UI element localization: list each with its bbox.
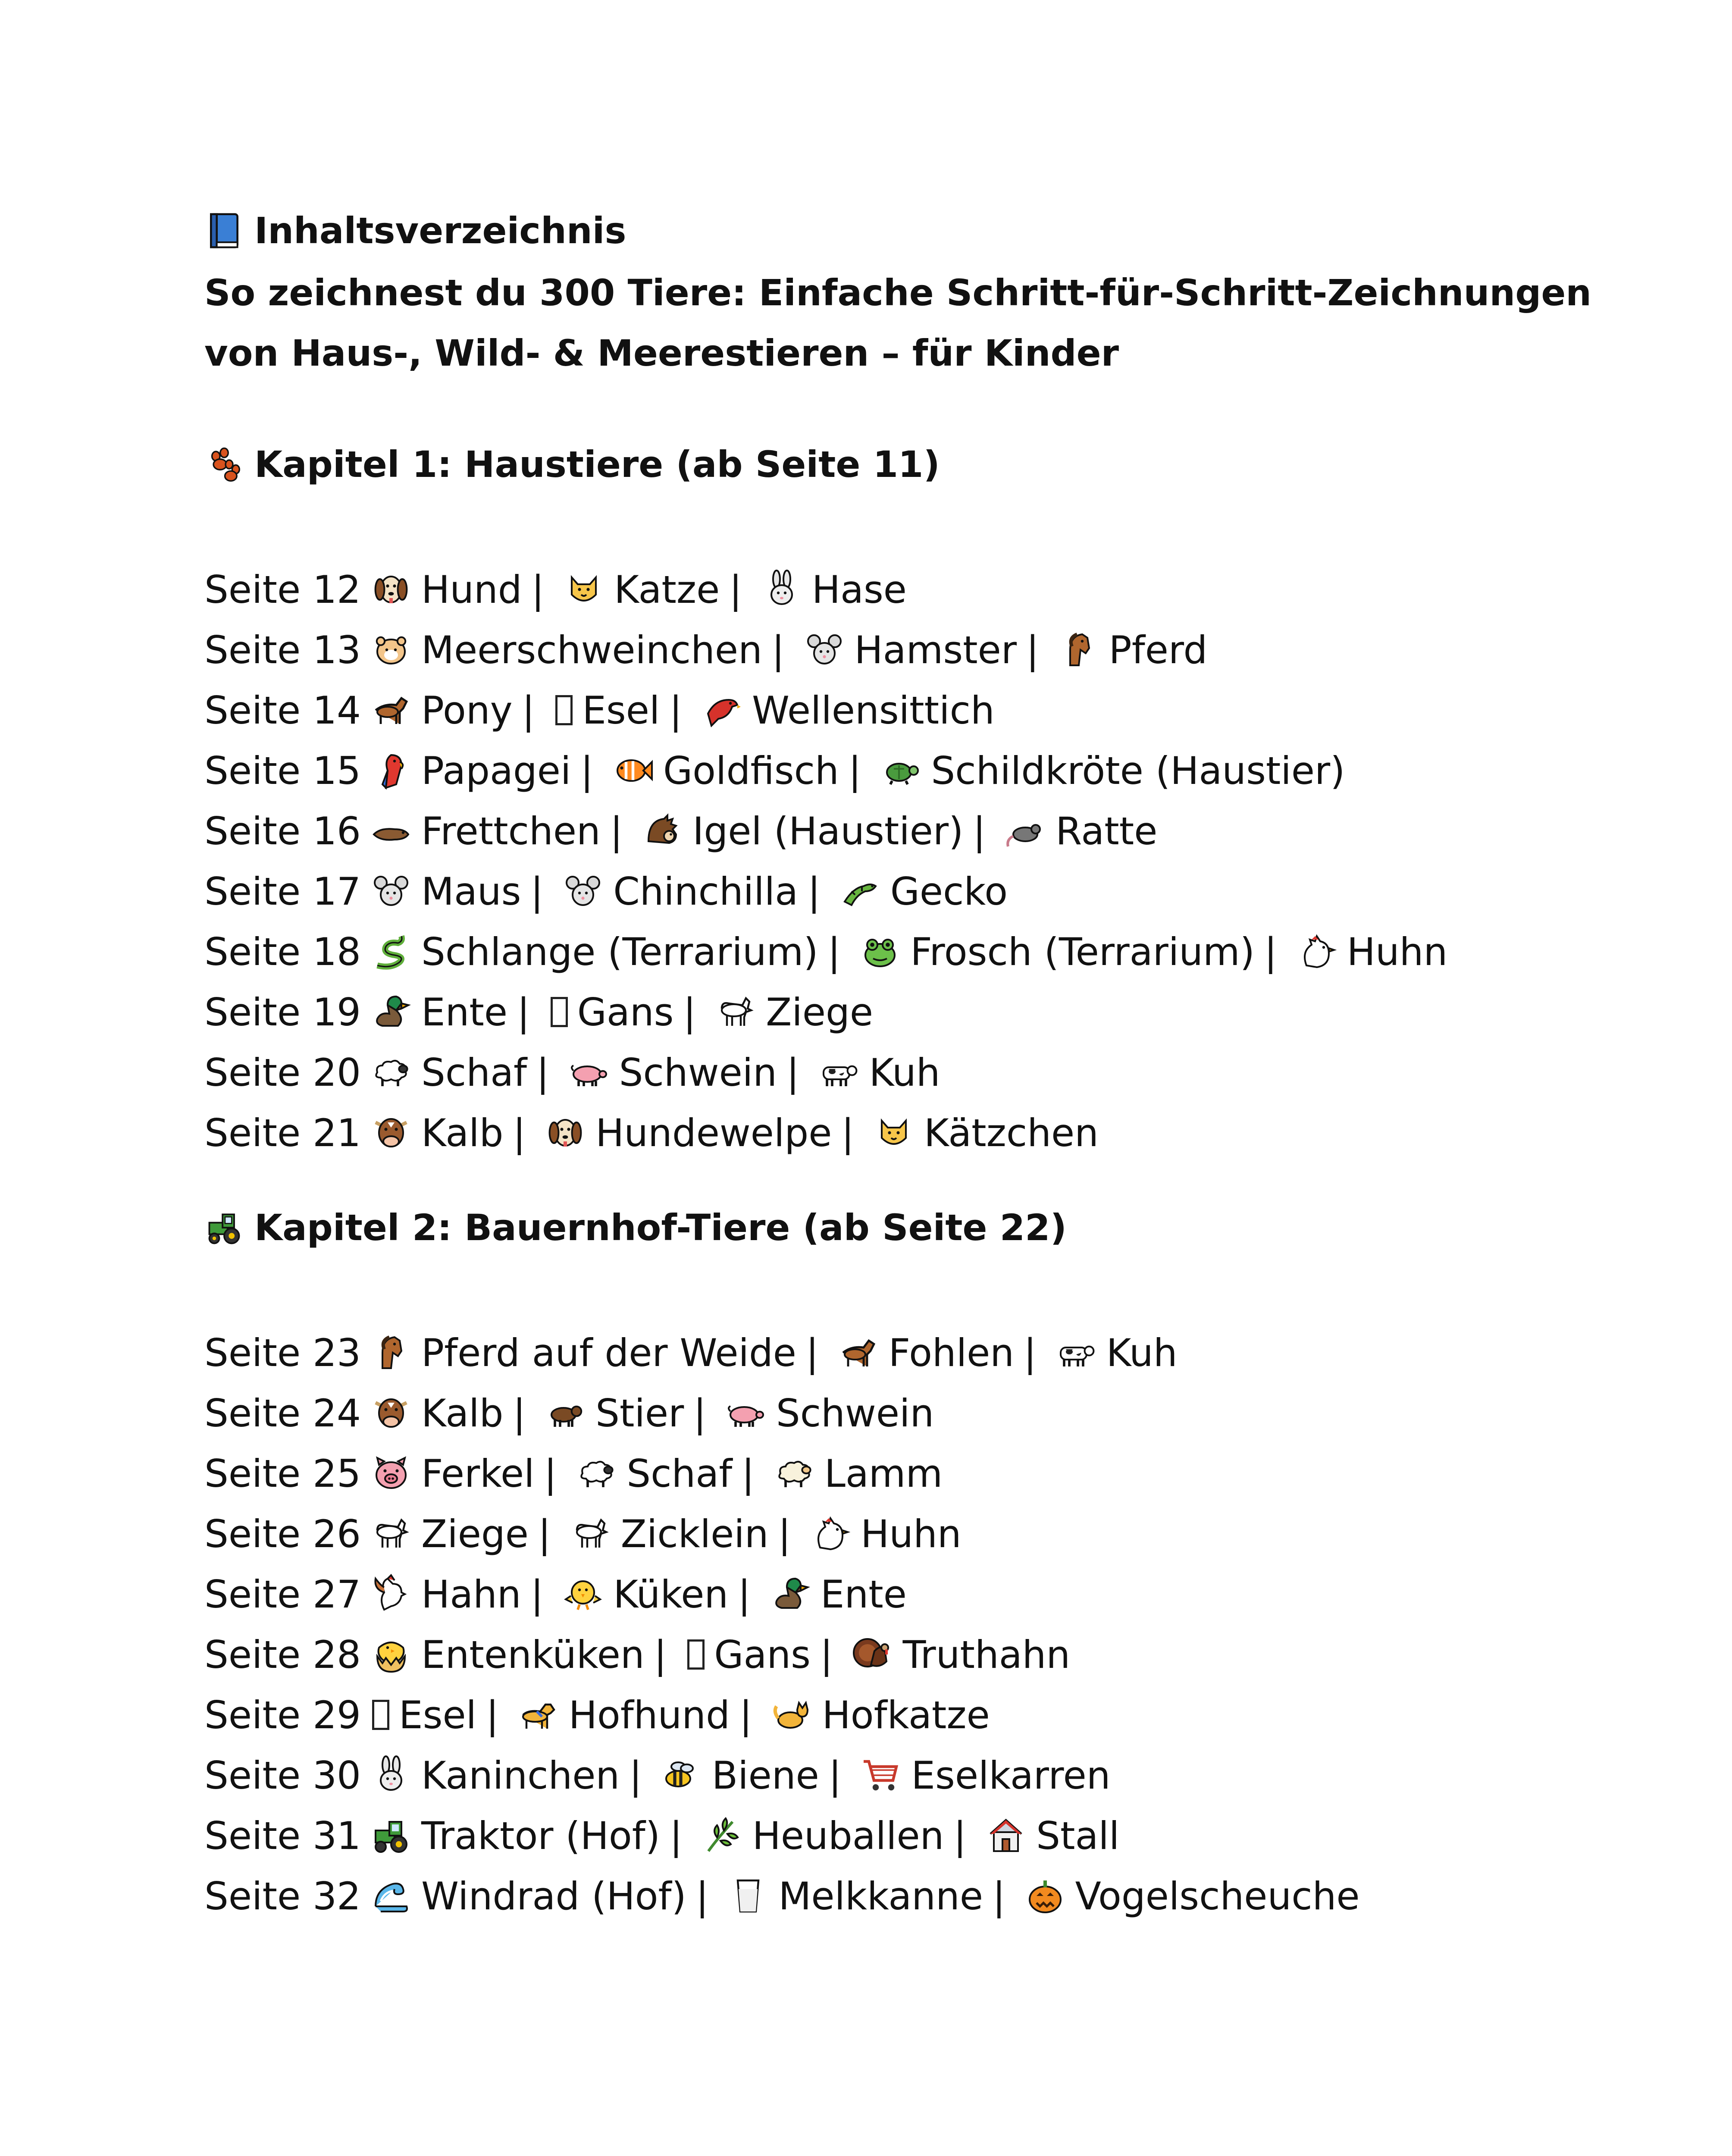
book-icon: [204, 211, 244, 251]
animal-label: Pferd: [1109, 627, 1208, 672]
animal-label: Huhn: [861, 1511, 962, 1556]
toc-entry-item: [561, 1512, 769, 1556]
separator: |: [953, 1813, 967, 1858]
animal-label: Truthahn: [902, 1632, 1071, 1677]
missing-glyph-icon: [551, 997, 568, 1027]
pony-icon: [838, 1332, 879, 1373]
animal-label: Schwein: [619, 1050, 777, 1095]
separator: |: [827, 929, 841, 974]
separator: |: [683, 990, 696, 1034]
animal-label: Vogelscheuche: [1075, 1874, 1360, 1918]
toc-entry-item: [830, 869, 1008, 914]
animal-label: Huhn: [1347, 929, 1448, 974]
toc-entry-row: [204, 863, 1008, 919]
page-number: Seite 30: [204, 1753, 361, 1798]
toc-entry-item: [361, 688, 513, 733]
separator: |: [808, 869, 821, 914]
lizard-icon: [839, 871, 881, 912]
fish-icon: [612, 750, 654, 791]
cow-face-icon: [370, 1392, 412, 1434]
animal-label: Esel: [399, 1692, 477, 1737]
page-number: Seite 20: [204, 1050, 361, 1095]
toc-entry-item: [361, 628, 762, 672]
separator: |: [771, 627, 785, 672]
bee-icon: [661, 1755, 702, 1796]
pony-icon: [370, 689, 412, 731]
toc-entry-row: [204, 1445, 943, 1501]
mouse-icon: [562, 871, 604, 912]
toc-entry-item: [809, 1050, 940, 1095]
toc-entry-item: [553, 869, 798, 914]
page-number: Seite 19: [204, 990, 361, 1034]
animal-label: Lamm: [824, 1451, 943, 1496]
toc-entry-item: [361, 567, 522, 612]
toc-entry-row: [204, 924, 1447, 980]
toc-entry-item: [762, 1693, 990, 1737]
toc-entry-item: [752, 567, 907, 612]
page-number: Seite 26: [204, 1511, 361, 1556]
toc-entry-row: [204, 1506, 962, 1562]
animal-label: Goldfisch: [663, 748, 839, 793]
house-icon: [985, 1815, 1027, 1856]
separator: |: [544, 1451, 557, 1496]
separator: |: [486, 1692, 499, 1737]
toc-entry-item: [603, 749, 839, 793]
animal-label: Eselkarren: [911, 1753, 1111, 1798]
glass-milk-icon: [727, 1875, 769, 1917]
toc-entry-item: [764, 1451, 943, 1496]
separator: |: [848, 748, 861, 793]
animal-label: Kuh: [869, 1050, 940, 1095]
toc-entry-row: [204, 1044, 940, 1100]
page-number: Seite 13: [204, 627, 361, 672]
toc-entry-item: [553, 1572, 728, 1617]
separator: |: [670, 1813, 683, 1858]
toc-entry-item: [828, 1331, 1014, 1375]
pig-icon: [568, 1052, 610, 1093]
animal-label: Zicklein: [620, 1511, 769, 1556]
chapter-2-title: Kapitel 2: Bauernhof-Tiere (ab Seite 22): [254, 1206, 1067, 1249]
separator: |: [1024, 1330, 1037, 1375]
toc-entry-item: [676, 1633, 811, 1677]
animal-label: Gans: [577, 990, 674, 1034]
toc-entry-item: [361, 1814, 660, 1858]
toc-entry-item: [705, 990, 873, 1034]
toc-entry-row: [204, 682, 995, 738]
mouse-icon: [370, 871, 412, 912]
page-number: Seite 24: [204, 1391, 361, 1435]
page-number: Seite 15: [204, 748, 361, 793]
toc-heading: [204, 203, 626, 259]
animal-label: Ziege: [766, 990, 874, 1034]
animal-label: Hund: [421, 567, 522, 612]
toc-entry-row: [204, 561, 907, 617]
chick-icon: [562, 1573, 604, 1615]
animal-label: Ente: [421, 990, 508, 1034]
animal-label: Windrad (Hof): [421, 1874, 686, 1918]
toc-heading-text: Inhaltsverzeichnis: [254, 210, 626, 252]
rabbit-icon: [370, 1755, 412, 1796]
toc-entry-item: [692, 1814, 944, 1858]
lamb-icon: [774, 1453, 815, 1494]
animal-label: Schildkröte (Haustier): [931, 748, 1345, 793]
chicken-icon: [810, 1513, 851, 1554]
toc-entry-item: [651, 1753, 819, 1798]
tractor-icon: [204, 1208, 244, 1247]
turkey-icon: [852, 1634, 893, 1675]
page-number: Seite 27: [204, 1572, 361, 1617]
hamster-icon: [370, 629, 412, 671]
animal-label: Traktor (Hof): [421, 1813, 661, 1858]
cat-body-icon: [771, 1694, 813, 1736]
animal-label: Pferd auf der Weide: [421, 1330, 796, 1375]
animal-label: Kuh: [1106, 1330, 1178, 1375]
animal-label: Esel: [582, 688, 660, 733]
separator: |: [530, 869, 544, 914]
toc-entry-item: [361, 1633, 645, 1677]
chapter-1-title: Kapitel 1: Haustiere (ab Seite 11): [254, 443, 940, 486]
chapter-2-heading: [204, 1200, 1067, 1256]
cow-face-icon: [370, 1112, 412, 1153]
wind-icon: [370, 1875, 412, 1917]
toc-entry-item: [361, 1693, 476, 1737]
chicken-icon: [1296, 931, 1337, 972]
animal-label: Küken: [613, 1572, 729, 1617]
cow-icon: [1055, 1332, 1097, 1373]
snake-icon: [370, 931, 412, 972]
animal-label: Maus: [421, 869, 521, 914]
toc-entry-item: [361, 1874, 686, 1918]
toc-entry-item: [361, 1753, 620, 1798]
toc-entry-item: [566, 1451, 732, 1496]
toc-entry-item: [361, 990, 507, 1034]
page-number: Seite 25: [204, 1451, 361, 1496]
separator: |: [820, 1632, 833, 1677]
toc-entry-item: [544, 688, 660, 733]
ox-icon: [545, 1392, 586, 1434]
chapter-1-heading: [204, 436, 940, 492]
rabbit-icon: [761, 569, 802, 610]
toc-entry-row: [204, 1747, 1111, 1803]
page-number: Seite 28: [204, 1632, 361, 1677]
toc-entry-row: [204, 803, 1157, 859]
toc-entry-item: [692, 688, 995, 733]
toc-entry-item: [361, 930, 818, 974]
cow-icon: [818, 1052, 860, 1093]
goat-icon: [570, 1513, 611, 1554]
separator: |: [610, 808, 623, 853]
animal-label: Gecko: [890, 869, 1008, 914]
animal-label: Papagei: [421, 748, 571, 793]
page-number: Seite 12: [204, 567, 361, 612]
missing-glyph-icon: [555, 695, 573, 725]
sheep-icon: [576, 1453, 617, 1494]
toc-entry-row: [204, 743, 1345, 799]
cat-icon: [873, 1112, 915, 1153]
animal-label: Stall: [1036, 1813, 1120, 1858]
separator: |: [742, 1451, 755, 1496]
separator: |: [538, 1511, 551, 1556]
page-number: Seite 21: [204, 1110, 361, 1155]
animal-label: Meerschweinchen: [421, 627, 762, 672]
separator: |: [739, 1692, 752, 1737]
toc-entry-item: [361, 1512, 529, 1556]
toc-entry-item: [976, 1814, 1119, 1858]
missing-glyph-icon: [372, 1700, 389, 1730]
toc-entry-row: [204, 1626, 1070, 1683]
cat-icon: [563, 569, 604, 610]
page-number: Seite 32: [204, 1874, 361, 1918]
separator: |: [738, 1572, 751, 1617]
animal-label: Wellensittich: [752, 688, 995, 733]
animal-label: Ziege: [421, 1511, 529, 1556]
separator: |: [536, 1050, 549, 1095]
dog-icon: [545, 1112, 586, 1153]
page-number: Seite 16: [204, 808, 361, 853]
separator: |: [530, 1572, 544, 1617]
animal-label: Schaf: [626, 1451, 733, 1496]
duck-icon: [770, 1573, 811, 1615]
toc-entry-item: [361, 1050, 527, 1095]
toc-entry-item: [843, 1633, 1071, 1677]
toc-entry-item: [361, 749, 571, 793]
animal-label: Frettchen: [421, 808, 601, 853]
animal-label: Kalb: [421, 1391, 504, 1435]
animal-label: Hase: [811, 567, 907, 612]
separator: |: [629, 1753, 642, 1798]
separator: |: [517, 990, 530, 1034]
hedgehog-icon: [642, 810, 683, 852]
separator: |: [805, 1330, 819, 1375]
animal-label: Ratte: [1055, 808, 1158, 853]
horse-icon: [1058, 629, 1099, 671]
separator: |: [695, 1874, 709, 1918]
dog-icon: [370, 569, 412, 610]
toc-entry-item: [1049, 628, 1208, 672]
animal-label: Igel (Haustier): [692, 808, 964, 853]
toc-entry-item: [850, 930, 1255, 974]
separator: |: [654, 1632, 667, 1677]
mouse-icon: [804, 629, 845, 671]
animal-label: Kalb: [421, 1110, 504, 1155]
animal-label: Schaf: [421, 1050, 527, 1095]
hatching-chick-icon: [370, 1634, 412, 1675]
toc-entry-item: [995, 809, 1157, 853]
animal-label: Melkkanne: [778, 1874, 983, 1918]
animal-label: Kaninchen: [421, 1753, 620, 1798]
pig-icon: [725, 1392, 767, 1434]
animal-label: Hofkatze: [822, 1692, 990, 1737]
toc-entry-item: [871, 749, 1345, 793]
toc-entry-item: [716, 1391, 934, 1435]
animal-label: Pony: [421, 688, 513, 733]
toc-entry-item: [361, 869, 521, 914]
toc-entry-item: [361, 1111, 503, 1155]
separator: |: [841, 1110, 855, 1155]
toc-entry-row: [204, 1105, 1099, 1161]
separator: |: [1026, 627, 1039, 672]
toc-entry-item: [760, 1572, 907, 1617]
toc-entry-item: [1046, 1331, 1178, 1375]
goat-icon: [715, 991, 756, 1033]
parrot-icon: [370, 750, 412, 791]
guide-dog-icon: [518, 1694, 559, 1736]
animal-label: Stier: [595, 1391, 684, 1435]
animal-label: Gans: [714, 1632, 811, 1677]
animal-label: Hamster: [854, 627, 1017, 672]
toc-entry-item: [794, 628, 1017, 672]
toc-entry-item: [539, 990, 674, 1034]
toc-entry-row: [204, 1325, 1178, 1381]
toc-entry-item: [718, 1874, 983, 1918]
toc-entry-item: [554, 567, 720, 612]
bird-icon: [701, 689, 742, 731]
page-number: Seite 18: [204, 929, 361, 974]
toc-entry-item: [361, 1331, 796, 1375]
toc-entry-item: [800, 1512, 962, 1556]
otter-icon: [370, 810, 412, 852]
cart-icon: [860, 1755, 902, 1796]
separator: |: [828, 1753, 842, 1798]
animal-label: Biene: [711, 1753, 819, 1798]
toc-entry-item: [851, 1753, 1110, 1798]
toc-entry-item: [559, 1050, 777, 1095]
separator: |: [778, 1511, 791, 1556]
book-title-line-1: So zeichnest du 300 Tiere: Einfache Schritt-für-Schritt-Zeichnungen: [204, 272, 1592, 314]
separator: |: [522, 688, 535, 733]
separator: |: [1264, 929, 1277, 974]
duck-icon: [370, 991, 412, 1033]
page-number: Seite 17: [204, 869, 361, 914]
animal-label: Schwein: [776, 1391, 934, 1435]
rat-icon: [1005, 810, 1046, 852]
missing-glyph-icon: [687, 1639, 705, 1670]
separator: |: [513, 1391, 526, 1435]
page-number: Seite 14: [204, 688, 361, 733]
pumpkin-icon: [1024, 1875, 1066, 1917]
toc-entry-item: [508, 1693, 730, 1737]
toc-entry-item: [864, 1111, 1099, 1155]
animal-label: Fohlen: [888, 1330, 1015, 1375]
tractor-icon: [370, 1815, 412, 1856]
toc-entry-row: [204, 1808, 1119, 1864]
separator: |: [531, 567, 545, 612]
page-number: Seite 31: [204, 1813, 361, 1858]
animal-label: Ente: [820, 1572, 907, 1617]
toc-entry-row: [204, 984, 873, 1040]
rooster-icon: [370, 1573, 412, 1615]
animal-label: Hahn: [421, 1572, 521, 1617]
animal-label: Frosch (Terrarium): [910, 929, 1255, 974]
separator: |: [992, 1874, 1005, 1918]
separator: |: [693, 1391, 706, 1435]
animal-label: Schlange (Terrarium): [421, 929, 818, 974]
animal-label: Katze: [614, 567, 720, 612]
separator: |: [729, 567, 742, 612]
frog-icon: [859, 931, 901, 972]
toc-entry-row: [204, 1385, 934, 1441]
toc-entry-item: [361, 809, 601, 853]
pig-face-icon: [370, 1453, 412, 1494]
toc-entry-item: [1015, 1874, 1360, 1918]
animal-label: Entenküken: [421, 1632, 645, 1677]
page-number: Seite 29: [204, 1692, 361, 1737]
toc-entry-row: [204, 622, 1207, 678]
wheat-icon: [702, 1815, 743, 1856]
animal-label: Chinchilla: [613, 869, 799, 914]
horse-icon: [370, 1332, 412, 1373]
animal-label: Kätzchen: [924, 1110, 1099, 1155]
toc-entry-row: [204, 1687, 990, 1743]
book-title-line-2: von Haus-, Wild- & Meerestieren – für Kinder: [204, 332, 1119, 374]
toc-entry-item: [1287, 930, 1448, 974]
toc-entry-row: [204, 1868, 1360, 1924]
paw-icon: [204, 445, 244, 484]
separator: |: [973, 808, 986, 853]
page-number: Seite 23: [204, 1330, 361, 1375]
separator: |: [669, 688, 683, 733]
toc-entry-item: [535, 1111, 832, 1155]
turtle-icon: [880, 750, 921, 791]
toc-entry-item: [361, 1391, 503, 1435]
toc-entry-item: [632, 809, 963, 853]
toc-entry-item: [361, 1451, 535, 1496]
toc-entry-item: [361, 1572, 521, 1617]
toc-entry-row: [204, 1566, 907, 1622]
separator: |: [580, 748, 593, 793]
sheep-icon: [370, 1052, 412, 1093]
animal-label: Hundewelpe: [595, 1110, 832, 1155]
separator: |: [513, 1110, 526, 1155]
animal-label: Ferkel: [421, 1451, 535, 1496]
goat-icon: [370, 1513, 412, 1554]
toc-entry-item: [535, 1391, 684, 1435]
animal-label: Heuballen: [752, 1813, 944, 1858]
animal-label: Hofhund: [568, 1692, 730, 1737]
separator: |: [786, 1050, 799, 1095]
